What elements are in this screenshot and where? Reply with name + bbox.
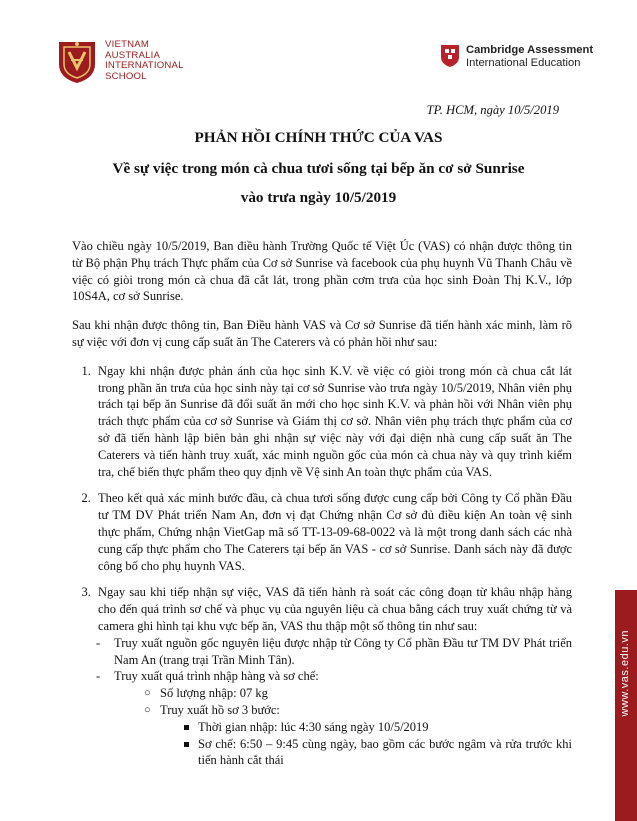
vas-crest-icon: [55, 38, 99, 84]
finding-origin: - Truy xuất nguồn gốc nguyên liệu được nhập từ Công ty Cổ phần Đầu tư TM DV Phát triển Nam An (trang trại Trần Minh Tân).: [94, 635, 572, 669]
cambridge-shield-icon: [440, 44, 460, 68]
process-details: [114, 685, 572, 769]
finding-process: [94, 668, 572, 769]
detail-quantity: ○ Số lượng nhập: 07 kg: [144, 685, 572, 702]
school-name: VIETNAM AUSTRALIA INTERNATIONAL SCHOOL: [105, 39, 184, 82]
record-steps: [160, 719, 572, 769]
response-item-3-text: Ngay sau khi tiếp nhận sự việc, VAS đã tiến hành rà soát các công đoạn từ khâu nhập hàng cho đến quá trình sơ chế và phục vụ của nguyên liệu cà chua bằng cách truy xuất chứng từ và camera ghi hình tại khu vực bếp ăn, VAS thu thập một số thông tin như sau:: [98, 585, 572, 633]
finding-process-text: Truy xuất quá trình nhập hàng và sơ chế:: [114, 669, 319, 684]
step-preparation: Sơ chế: 6:50 – 9:45 cùng ngày, bao gồm các bước ngâm và rửa trước khi tiến hành cắt thái: [182, 736, 572, 770]
detail-records-text: Truy xuất hồ sơ 3 bước:: [160, 702, 280, 717]
website-side-tab: [615, 590, 637, 821]
document-body: [72, 238, 572, 779]
document-date: TP. HCM, ngày 10/5/2019: [426, 103, 559, 117]
response-item-1: 1. Ngay khi nhận được phản ánh của học sinh K.V. về việc có giòi trong món cà chua cắt lát trong phần ăn trưa của học sinh này tại cơ sở Sunrise vào trưa ngày 10/5/2019, Nhân viên phụ trách tại bếp ăn Sunrise đã đổi suất ăn mới cho học sinh K.V. và phản hồi với Nhân viên phụ trách thực phẩm của cơ sở Sunrise và Giám thị cơ sở. Nhân viên phụ trách thực phẩm của cơ sở đã tiến hành lập biên bản ghi nhận sự việc này với đại diện nhà cung cấp suất ăn The Caterers và tiến hành truy xuất, xác minh nguồn gốc của món cà chua này và quy trình kiểm tra, chế biến thực phẩm theo quy định về Vệ sinh An toàn thực phẩm của VAS.: [94, 363, 572, 481]
detail-records: [144, 702, 572, 769]
cambridge-logo: [440, 44, 593, 70]
document-subtitle-line1: Về sự việc trong món cà chua tươi sống tại bếp ăn cơ sở Sunrise: [112, 160, 525, 177]
website-url: www.vas.edu.vn: [619, 630, 631, 717]
findings-list: [94, 635, 572, 769]
verification-paragraph: Sau khi nhận được thông tin, Ban Điều hành VAS và Cơ sở Sunrise đã tiến hành xác minh, làm rõ sự việc với đơn vị cung cấp suất ăn The Caterers và có phản hồi như sau:: [72, 318, 572, 349]
response-item-2: 2. Theo kết quả xác minh bước đầu, cà chua tươi sống được cung cấp bởi Công ty Cổ phần Đầu tư TM DV Phát triển Nam An, đơn vị đạt Chứng nhận Cơ sở đủ điều kiện An toàn vệ sinh thực phẩm, Chứng nhận VietGap mã số TT-13-09-68-0022 và là một trong danh sách các nhà cung cấp thực phẩm cho The Caterers tại bếp ăn VAS - cơ sở Sunrise. Danh sách này đã được công bố cho phụ huynh VAS.: [94, 490, 572, 574]
cambridge-text: Cambridge Assessment International Education: [466, 44, 594, 69]
document-title: PHẢN HỒI CHÍNH THỨC CỦA VAS: [194, 129, 443, 146]
document-subtitle-line2: vào trưa ngày 10/5/2019: [240, 189, 397, 206]
document-header: [0, 38, 637, 98]
vas-school-logo: [55, 38, 184, 84]
step-import-time: Thời gian nhập: lúc 4:30 sáng ngày 10/5/2019: [182, 719, 572, 736]
response-item-3: [94, 584, 572, 769]
intro-paragraph: Vào chiều ngày 10/5/2019, Ban điều hành Trường Quốc tế Việt Úc (VAS) có nhận được thông tin từ Bộ phận Phụ trách Thực phẩm của Cơ sở Sunrise và facebook của phụ huynh Vũ Thanh Châu về việc có giòi trong món cà chua đã cắt lát, trong phần cơm trưa của học sinh Đoàn Thị K.V., lớp 10S4A, cơ sở Sunrise.: [72, 239, 572, 304]
response-list: [72, 363, 572, 769]
